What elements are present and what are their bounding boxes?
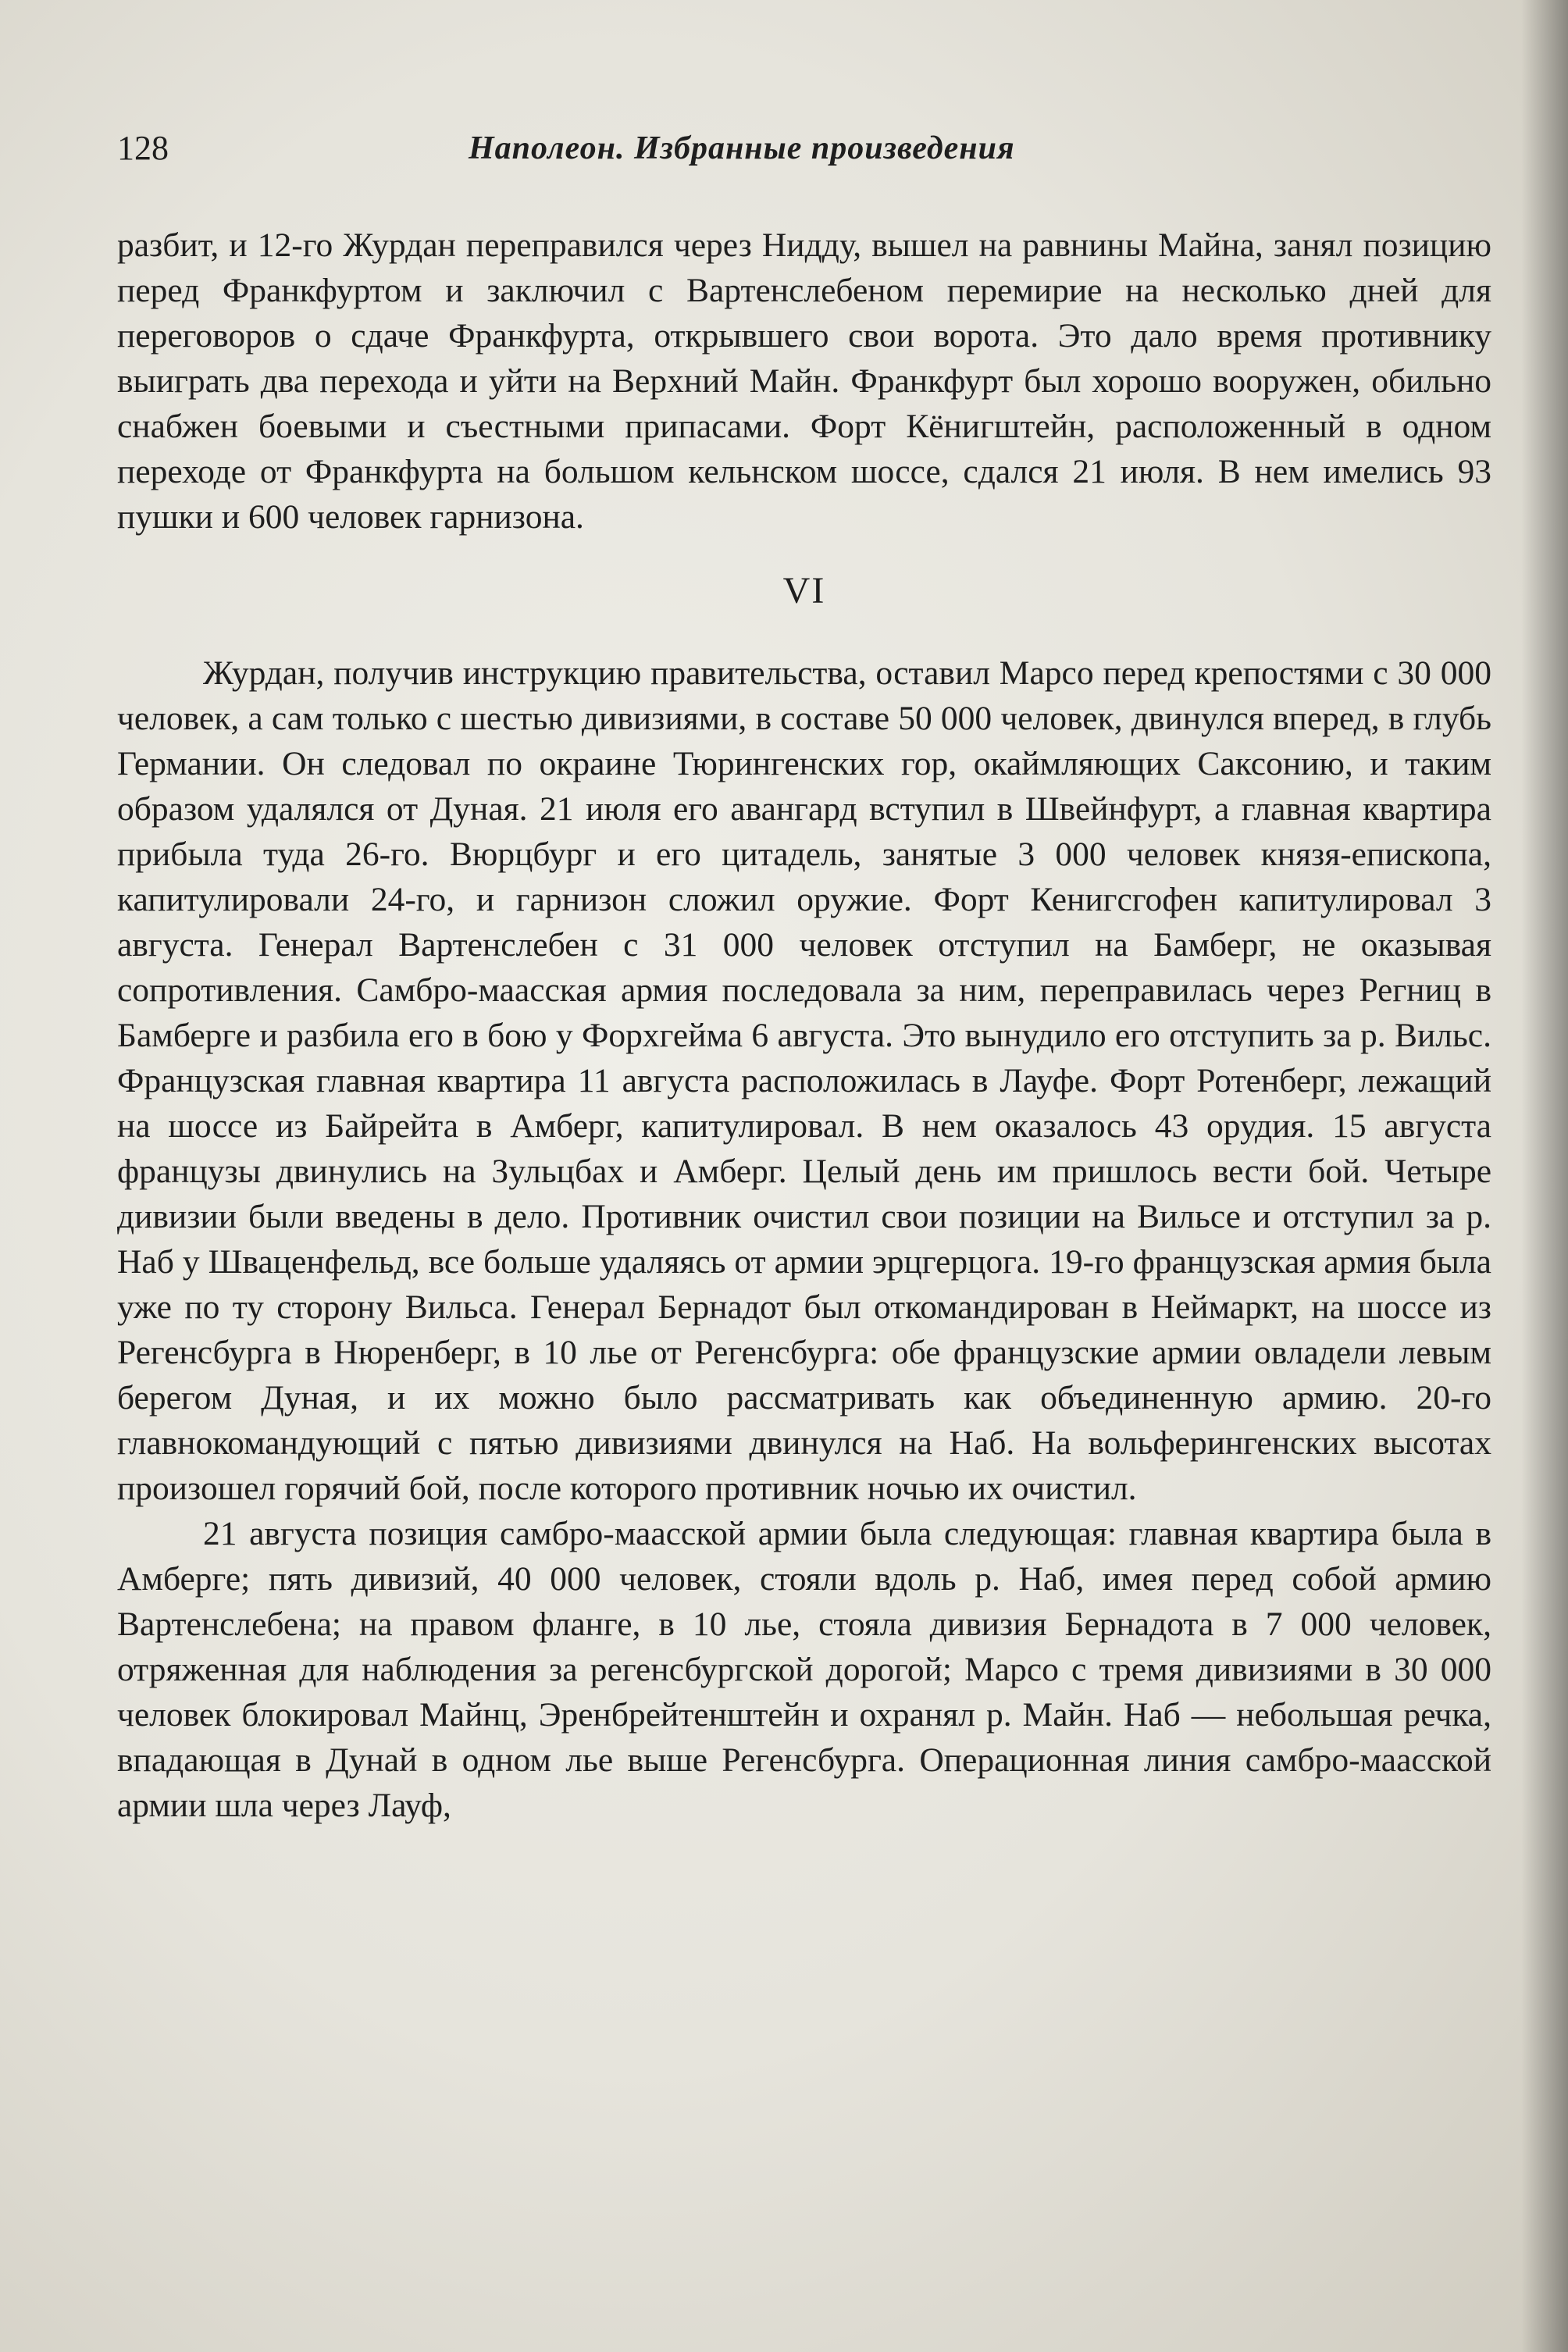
body-text [117,223,1491,1828]
paragraph: Журдан, получив инструкцию правительства, оставил Марсо перед крепостями с 30 000 человек, а сам только с шестью дивизиями, в составе 50 000 человек, двинулся вперед, в глубь Германии. Он следовал по окраине Тюрингенских гор, окаймляющих Саксонию, и таким образом удалялся от Дуная. 21 июля его авангард вступил в Швейнфурт, а главная квартира прибыла туда 26-го. Вюрцбург и его цитадель, занятые 3 000 человек князя-епископа, капитулировали 24-го, и гарнизон сложил оружие. Форт Кенигсгофен капитулировал 3 августа. Генерал Вартенслебен с 31 000 человек отступил на Бамберг, не оказывая сопротивления. Самбро-маасская армия последовала за ним, переправилась через Регниц в Бамберге и разбила его в бою у Форхгейма 6 августа. Это вынудило его отступить за р. Вильс. Французская главная квартира 11 августа расположилась в Лауфе. Форт Ротенберг, лежащий на шоссе из Байрейта в Амберг, капитулировал. В нем оказалось 43 орудия. 15 августа французы двинулись на Зульцбах и Амберг. Целый день им пришлось вести бой. Четыре дивизии были введены в дело. Противник очистил свои позиции на Вильсе и отступил за р. Наб у Шваценфельд, все больше удаляясь от армии эрцгерцога. 19-го французская армия была уже по ту сторону Вильса. Генерал Бернадот был откомандирован в Неймаркт, на шоссе из Регенсбурга в Нюренберг, в 10 лье от Регенсбурга: обе французские армии овладели левым берегом Дуная, и их можно было рассматривать как объединенную армию. 20-го главнокомандующий с пятью дивизиями двинулся на Наб. На вольферингенских высотах произошел горячий бой, после которого противник ночью их очистил. [117,654,1491,1507]
page-edge-shadow [1521,0,1568,2352]
paragraph: разбит, и 12-го Журдан переправился через Нидду, вышел на равнины Майна, занял позицию перед Франкфуртом и заключил с Вартенслебеном перемирие на несколько дней для переговоров о сдаче Франкфурта, открывшего свои ворота. Это дало время противнику выиграть два перехода и уйти на Верхний Майн. Франкфурт был хорошо вооружен, обильно снабжен боевыми и съестными припасами. Форт Кёнигштейн, расположенный в одном переходе от Франкфурта на большом кельнском шоссе, сдался 21 июля. В нем имелись 93 пушки и 600 человек гарнизона. [117,226,1491,536]
page-header [117,125,1491,172]
section-heading: VI [782,570,826,611]
paragraph: 21 августа позиция самбро-маасской армии была следующая: главная квартира была в Амберге; пять дивизий, 40 000 человек, стояли вдоль р. Наб, имея перед собой армию Вартенслебена; на правом фланге, в 10 лье, стояла дивизия Бернадота в 7 000 человек, отряженная для наблюдения за регенсбургской дорогой; Марсо с тремя дивизиями в 30 000 человек блокировал Майнц, Эренбрейтенштейн и охранял р. Майн. Наб — небольшая речка, впадающая в Дунай в одном лье выше Регенсбурга. Операционная линия самбро-маасской армии шла через Лауф, [117,1515,1491,1824]
running-head: Наполеон. Избранные произведения [469,130,1015,166]
page-number: 128 [117,129,169,167]
